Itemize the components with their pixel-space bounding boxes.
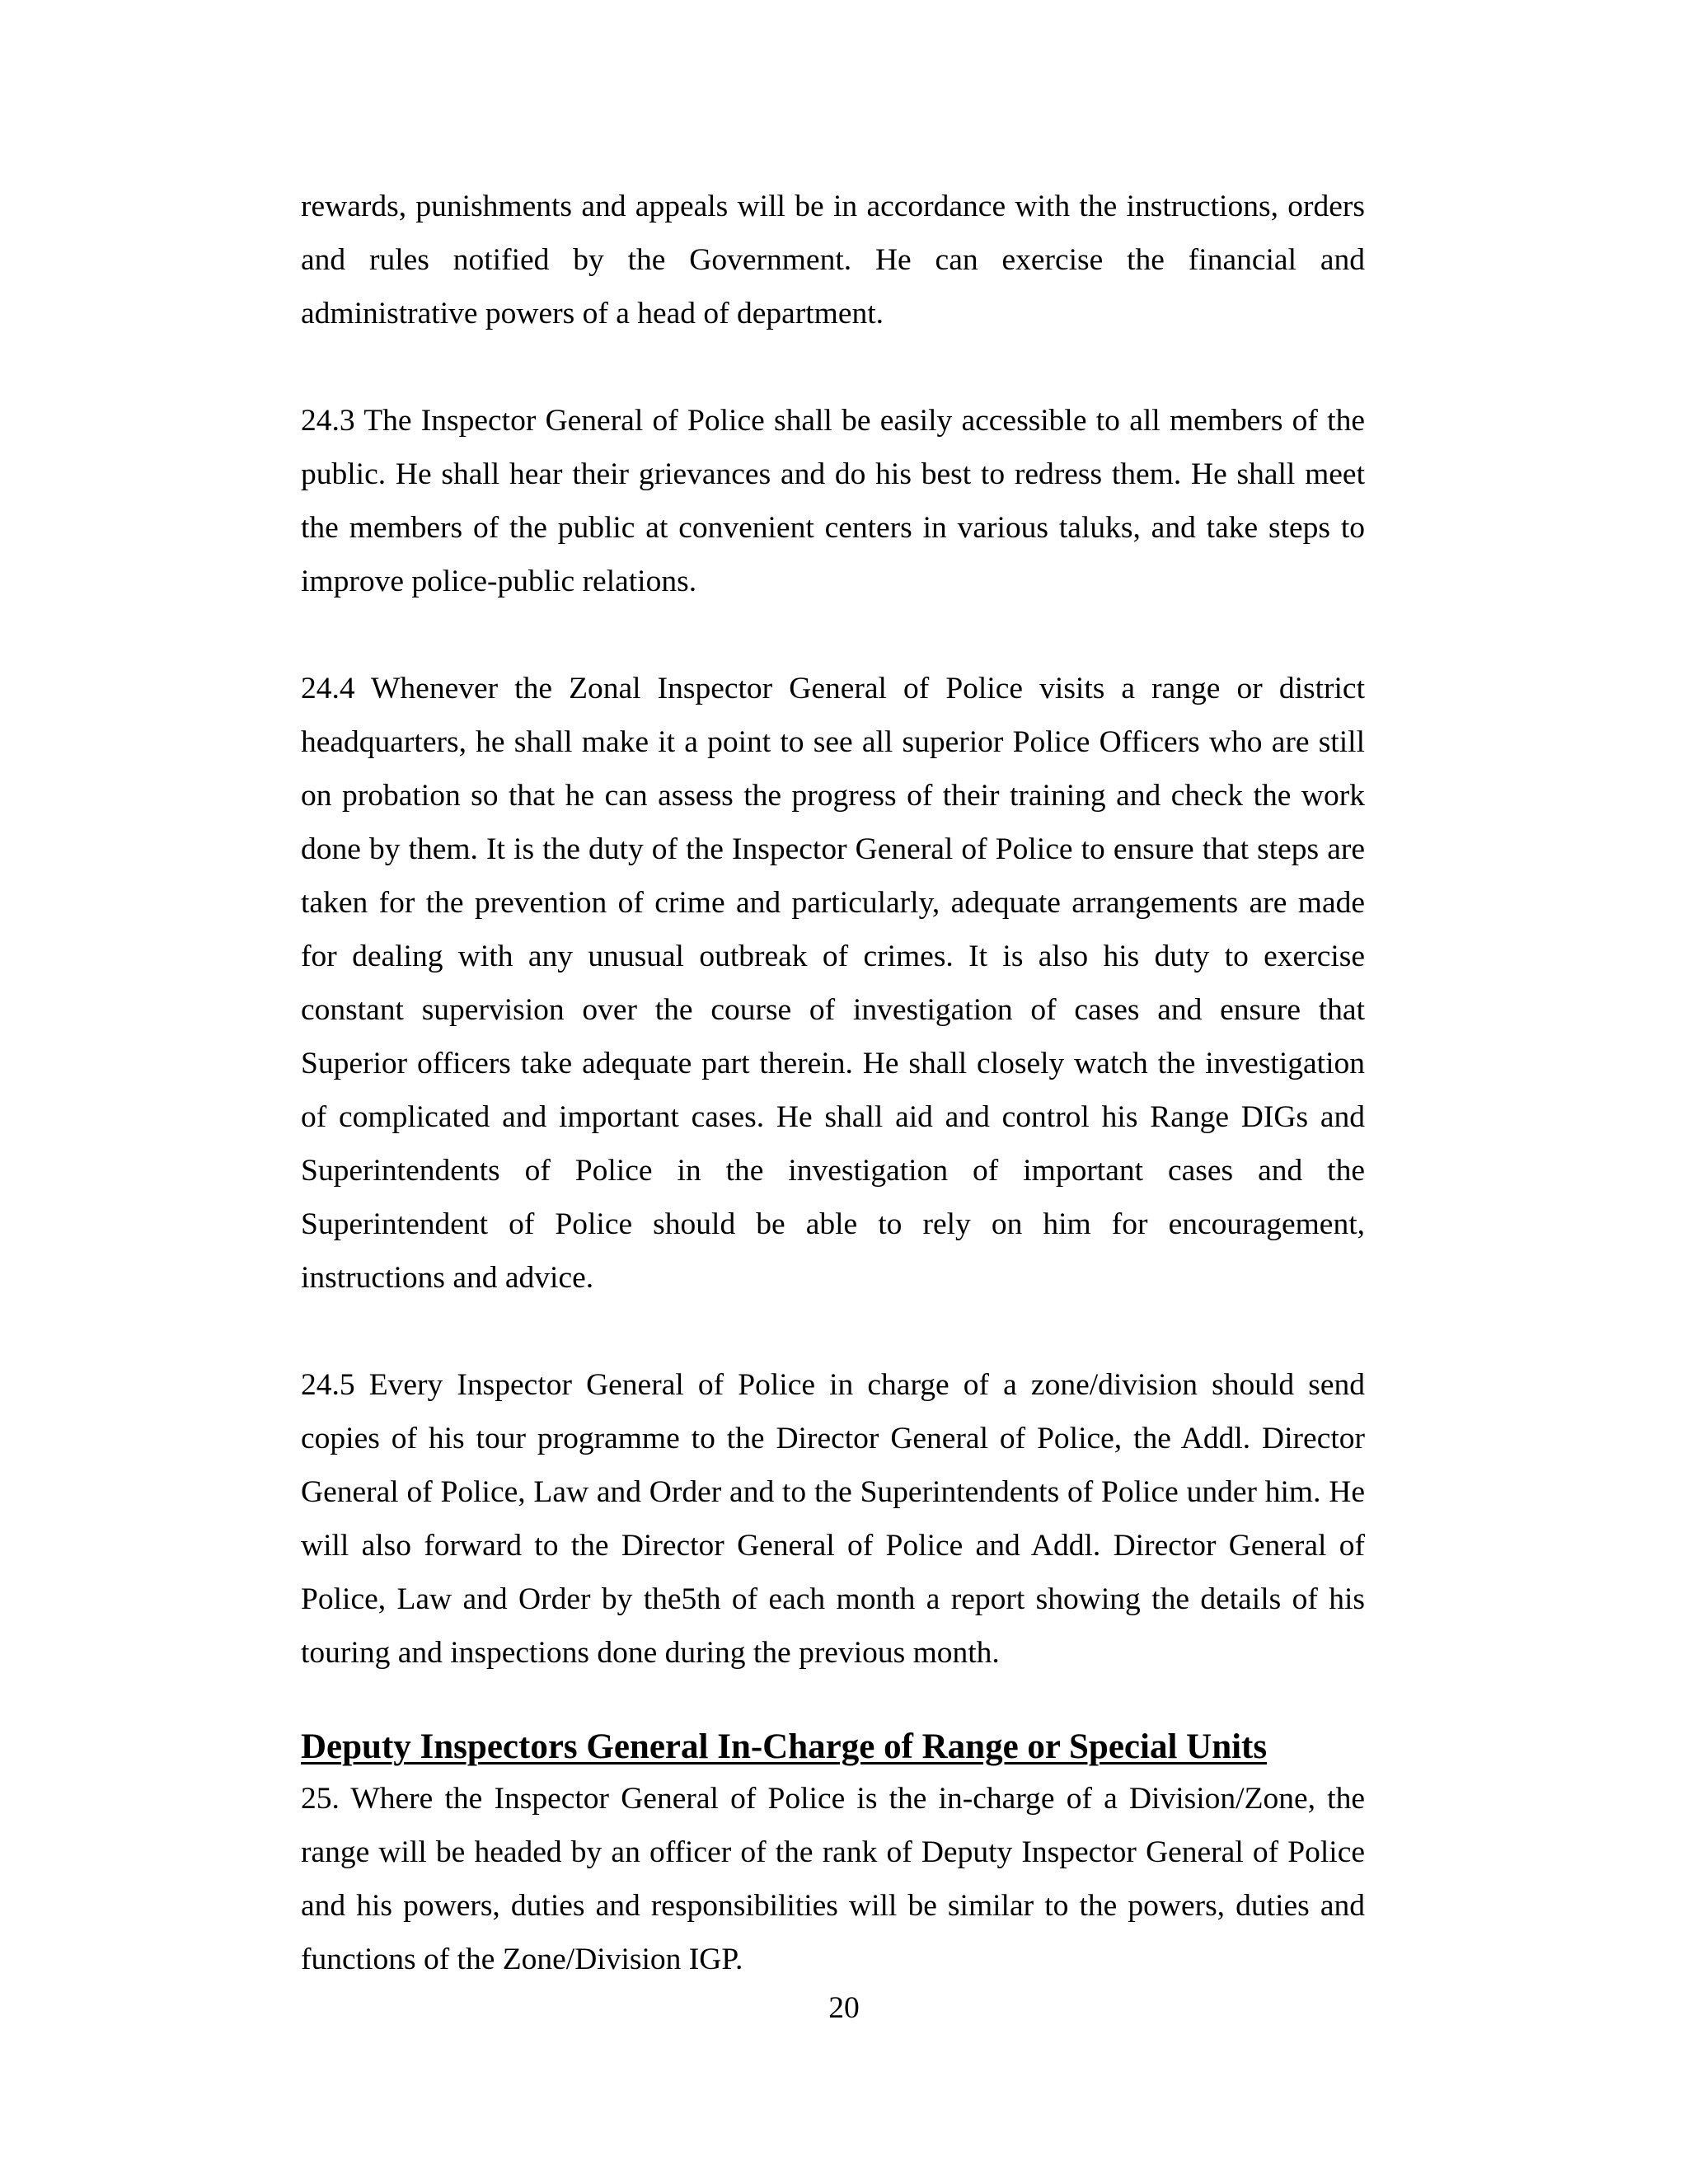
paragraph-24-3: 24.3 The Inspector General of Police shall be easily accessible to all members of the public. He shall hear their grievances and do his best to redress them. He shall meet the members of the public at convenient centers in various taluks, and take steps to improve police-public relations. <box>301 404 1365 598</box>
page-number: 20 <box>828 1991 860 2025</box>
paragraph-spacer <box>301 1305 1365 1358</box>
paragraph-25: 25. Where the Inspector General of Police is the in-charge of a Division/Zone, the range will be headed by an officer of the rank of Deputy Inspector General of Police and his powers, duties and responsibilities will be similar to the powers, duties and functions of the Zone/Division IGP. <box>301 1782 1365 1976</box>
paragraph-continuation: rewards, punishments and appeals will be in accordance with the instructions, orders and rules notified by the Government. He can exercise the financial and administrative powers of a head of department. <box>301 190 1365 330</box>
paragraph-spacer <box>301 340 1365 394</box>
paragraph-spacer <box>301 608 1365 662</box>
page-body <box>301 180 1365 1986</box>
paragraph-24-4: 24.4 Whenever the Zonal Inspector General of Police visits a range or district headquarters, he shall make it a point to see all superior Police Officers who are still on probation so that he can assess the progress of their training and check the work done by them. It is the duty of the Inspector General of Police to ensure that steps are taken for the prevention of crime and particularly, adequate arrangements are made for dealing with any unusual outbreak of crimes. It is also his duty to exercise constant supervision over the course of investigation of cases and ensure that Superior officers take adequate part therein. He shall closely watch the investigation of complicated and important cases. He shall aid and control his Range DIGs and Superintendents of Police in the investigation of important cases and the Superintendent of Police should be able to rely on him for encouragement, instructions and advice. <box>301 672 1365 1295</box>
paragraph-24-5: 24.5 Every Inspector General of Police in charge of a zone/division should send copies of his tour programme to the Director General of Police, the Addl. Director General of Police, Law and Order and to the Superintendents of Police under him. He will also forward to the Director General of Police and Addl. Director General of Police, Law and Order by the5th of each month a report showing the details of his touring and inspections done during the previous month. <box>301 1368 1365 1670</box>
section-heading: Deputy Inspectors General In-Charge of Range or Special Units <box>301 1727 1268 1766</box>
